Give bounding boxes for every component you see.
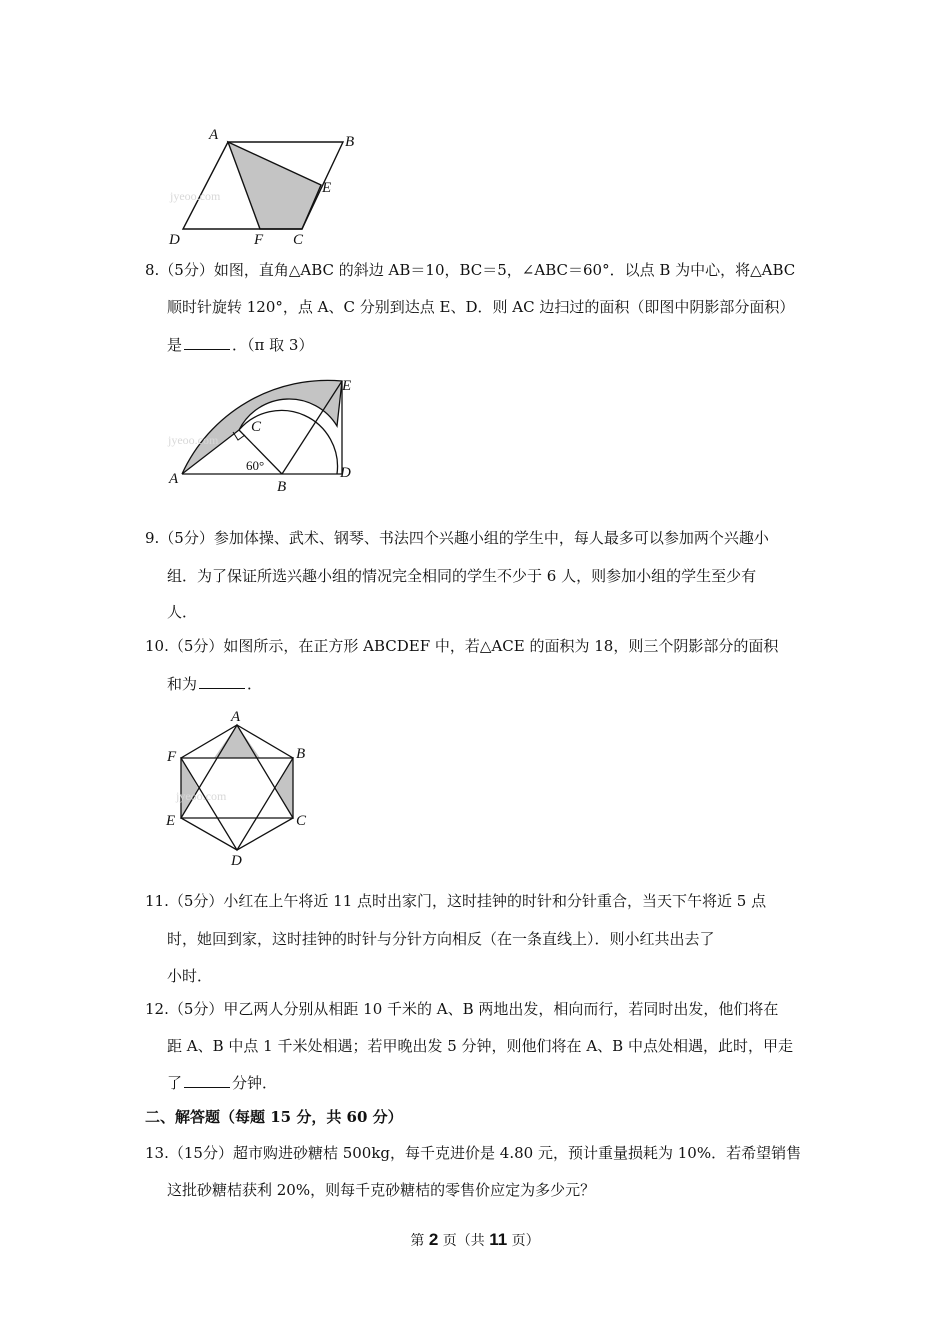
label-C: C [293, 232, 304, 248]
label-A: A [209, 127, 219, 143]
q10-line-2 [167, 673, 262, 695]
answer-blank [199, 674, 245, 689]
q10-line-2-start: 和为 [167, 675, 198, 693]
label-F: F [254, 232, 264, 248]
label-C: C [251, 419, 262, 435]
triangle-bdf [181, 758, 293, 850]
total-pages: 11 [489, 1230, 508, 1249]
q10-line-1: 10.（5分）如图所示，在正方形 ABCDEF 中，若△ACE 的面积为 18，则三个阴影部分的面积 [145, 637, 779, 655]
q10-line-2-end: ． [247, 675, 263, 693]
q12-line-3-end: 分钟． [232, 1074, 278, 1092]
angle-label: 60° [246, 458, 265, 473]
label-D: D [340, 465, 351, 481]
q12-line-2: 距 A、B 中点 1 千米处相遇；若甲晚出发 5 分钟，则他们将在 A、B 中点处相遇，此时，甲走 [167, 1037, 793, 1055]
page-number: 2 [428, 1230, 439, 1249]
q13-line-2: 这批砂糖桔获利 20%，则每千克砂糖桔的零售价应定为多少元？ [167, 1181, 596, 1199]
footer-prefix: 第 [410, 1233, 425, 1249]
label-A: A [231, 709, 241, 725]
label-D: D [169, 232, 180, 248]
q8-line-2: 顺时针旋转 120°，点 A、C 分别到达点 E、D．则 AC 边扫过的面积（即图中阴影部分面积） [167, 298, 795, 316]
q12-line-3 [167, 1072, 277, 1094]
q9-line-1: 9.（5分）参加体操、武术、钢琴、书法四个兴趣小组的学生中，每人最多可以参加两个兴趣小 [145, 529, 769, 547]
svg-text:jyeoo.com: jyeoo.com [176, 789, 227, 803]
shaded-right-triangle [276, 758, 293, 818]
q8-line-1: 8.（5分）如图，直角△ABC 的斜边 AB＝10，BC＝5，∠ABC＝60°．以点 B 为中心，将△ABC [145, 261, 796, 279]
q13-line-1: 13.（15分）超市购进砂糖桔 500kg，每千克进价是 4.80 元，预计重量损耗为 10%．若希望销售 [145, 1144, 802, 1162]
section-title: 二、解答题（每题 15 分，共 60 分） [145, 1108, 403, 1126]
footer-middle: 页（共 [442, 1233, 485, 1249]
shaded-quadrilateral [228, 142, 321, 229]
footer-suffix: 页） [511, 1233, 540, 1249]
label-E: E [166, 813, 176, 829]
label-C: C [296, 813, 307, 829]
shaded-top-triangle [214, 725, 260, 758]
answer-blank [184, 335, 230, 350]
answer-blank [184, 1073, 230, 1088]
page-footer [0, 1230, 950, 1250]
q8-line-3-end: ．（π 取 3） [232, 336, 314, 354]
q9-line-3: 人． [167, 603, 198, 621]
q8-line-3-start: 是 [167, 336, 183, 354]
q11-line-3: 小时． [167, 967, 213, 985]
label-E: E [322, 180, 332, 196]
svg-text:jyeoo.com: jyeoo.com [170, 189, 221, 203]
q12-line-3-start: 了 [167, 1074, 183, 1092]
label-D: D [231, 853, 242, 869]
label-E: E [342, 378, 352, 394]
q12-line-1: 12.（5分）甲乙两人分别从相距 10 千米的 A、B 两地出发，相向而行，若同时出发，他们将在 [145, 1000, 779, 1018]
label-B: B [296, 746, 306, 762]
label-A: A [169, 471, 179, 487]
figure-rotation [160, 370, 360, 495]
label-B: B [345, 134, 355, 150]
label-F: F [167, 749, 177, 765]
q11-line-1: 11.（5分）小红在上午将近 11 点时出家门，这时挂钟的时针和分针重合，当天下午将近 5 点 [145, 892, 767, 910]
q11-line-2: 时，她回到家，这时挂钟的时针与分针方向相反（在一条直线上）．则小红共出去了 [167, 930, 715, 948]
q9-line-2: 组．为了保证所选兴趣小组的情况完全相同的学生不少于 6 人，则参加小组的学生至少有 [167, 567, 757, 585]
svg-text:jyeoo.com: jyeoo.com [168, 433, 219, 447]
figure-parallelogram [160, 120, 370, 250]
shaded-left-triangle [181, 758, 198, 818]
figure-hexagon [160, 705, 320, 870]
q8-line-3 [167, 334, 313, 356]
label-B: B [277, 479, 287, 495]
